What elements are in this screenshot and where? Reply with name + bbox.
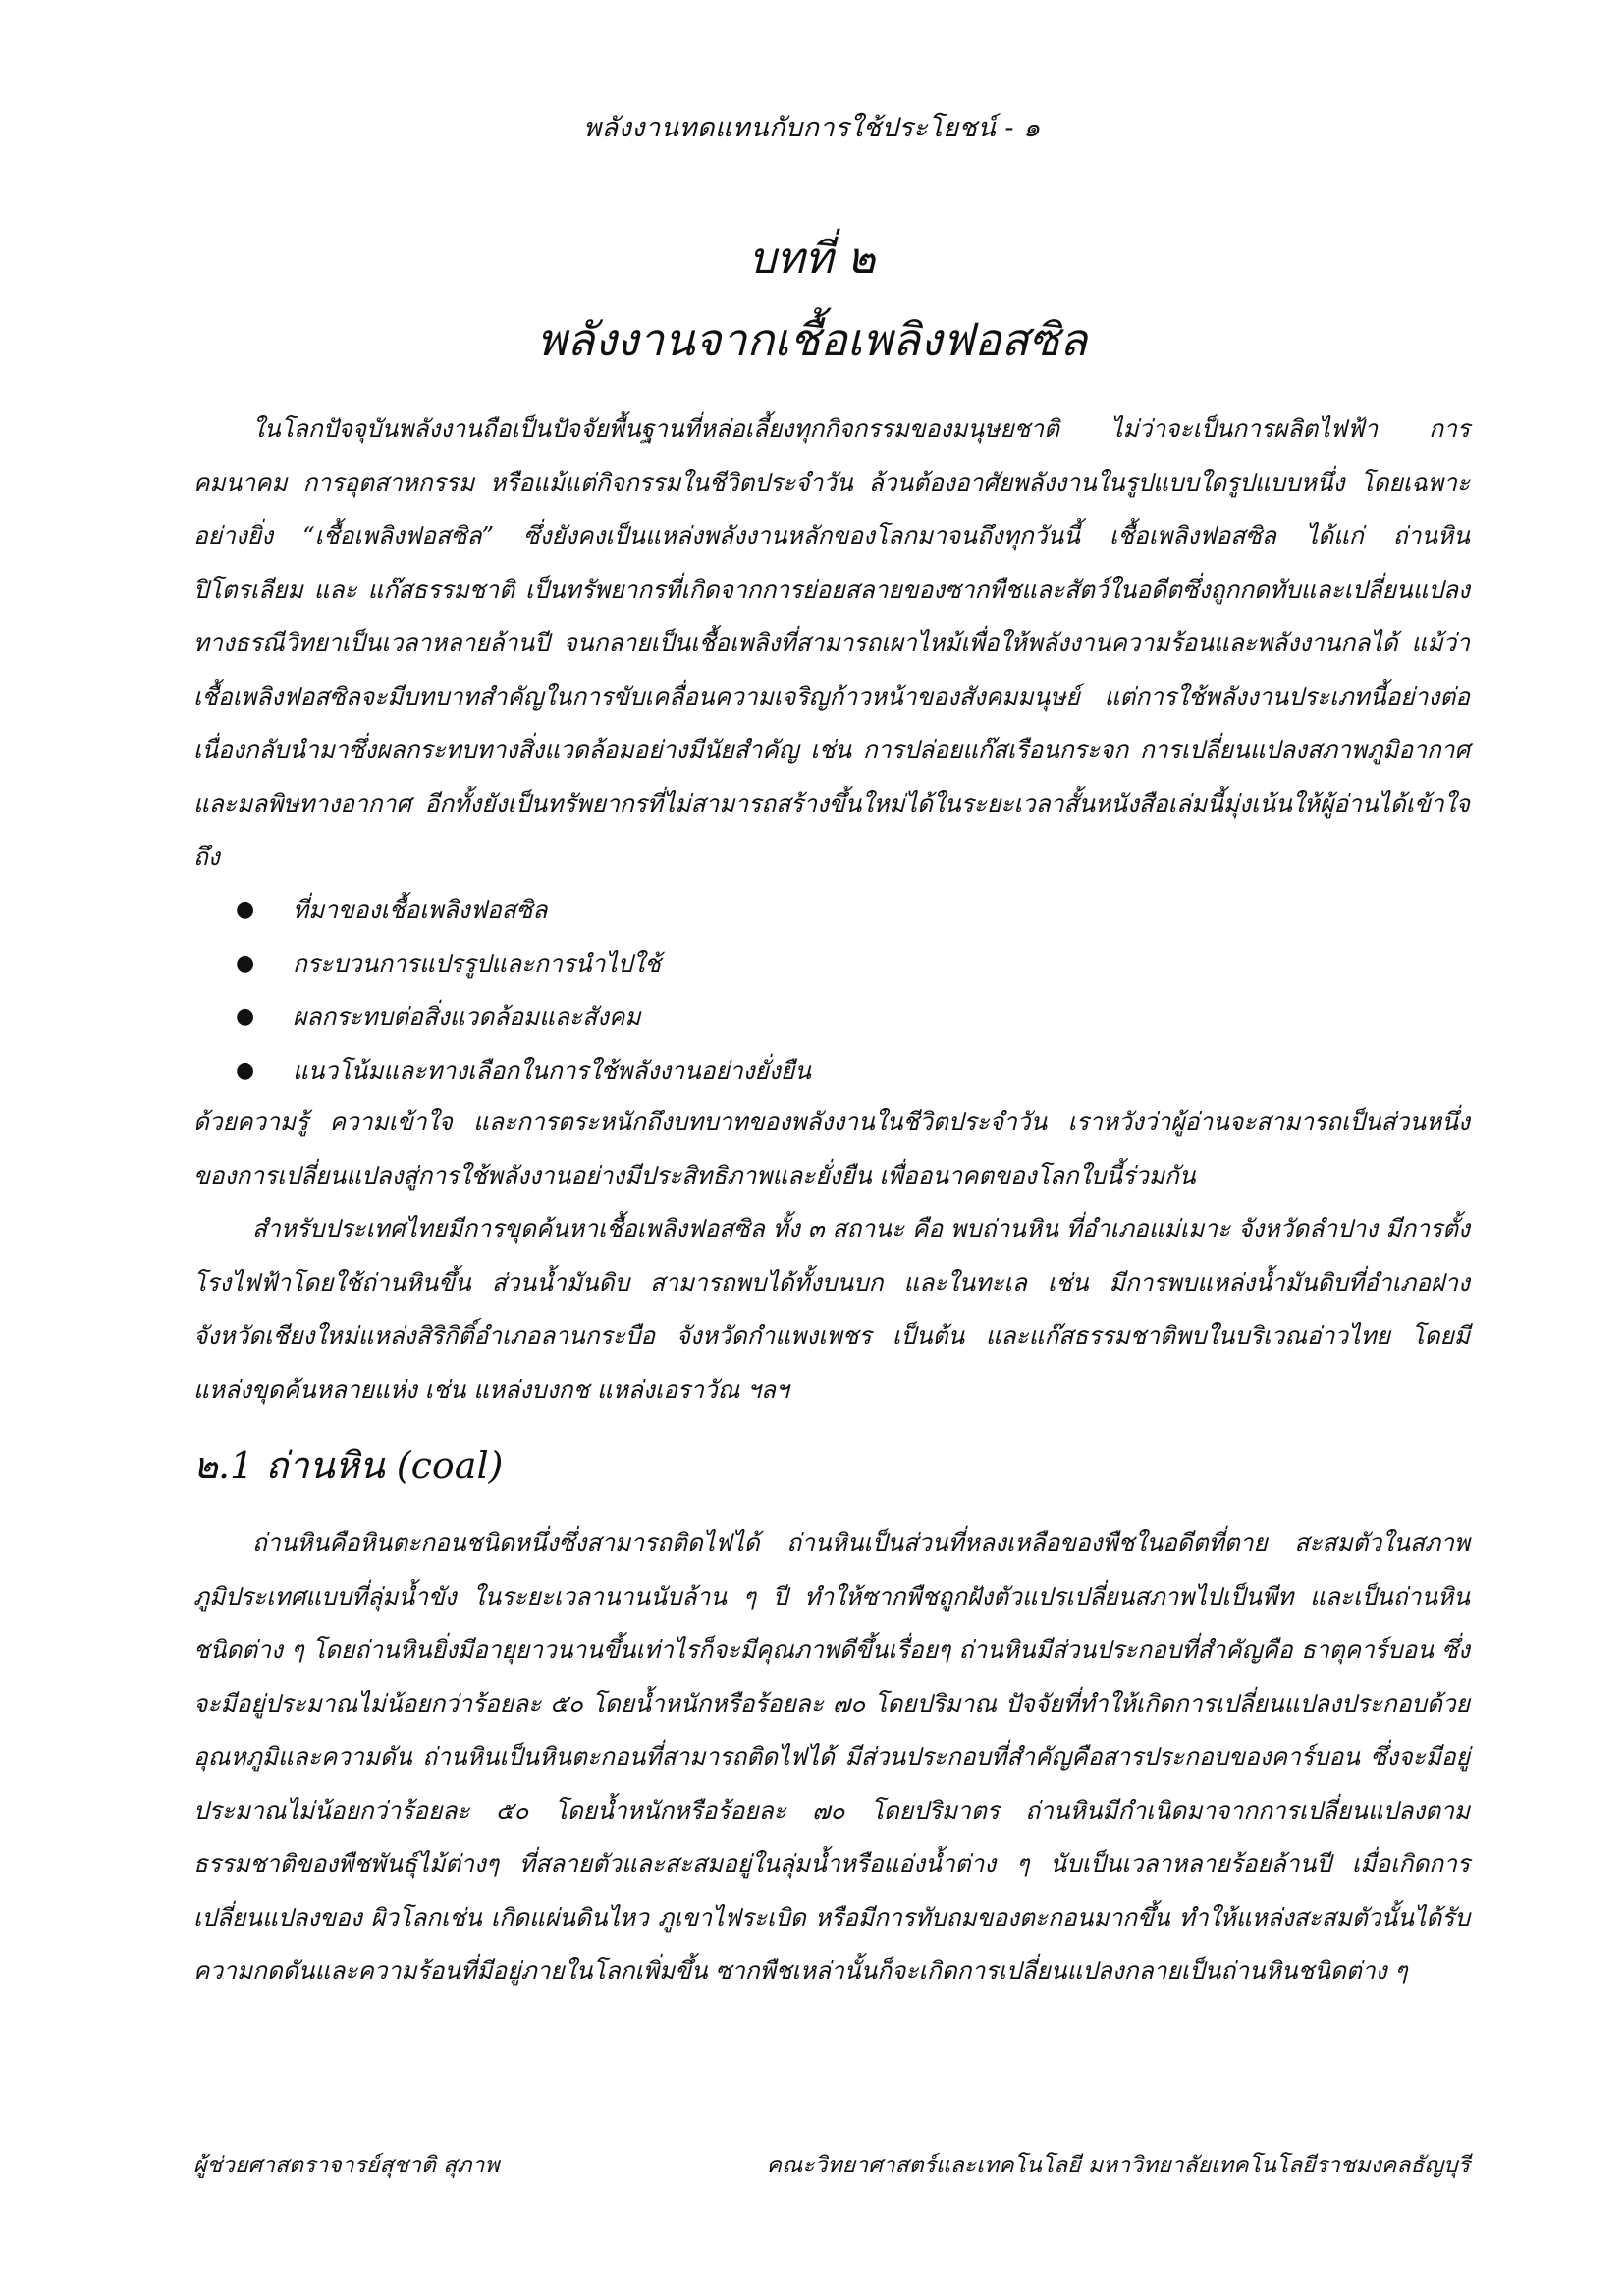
section-heading: ๒.1 ถ่านหิน (coal) <box>193 1444 504 1487</box>
list-item <box>236 990 1414 1044</box>
list-item <box>236 883 1414 937</box>
thailand-paragraph: สำหรับประเทศไทยมีการขุดค้นหาเชื้อเพลิงฟอสซิล ทั้ง ๓ สถานะ คือ พบถ่านหิน ที่อำเภอแม่เมาะ จังหวัดลำปาง มีการตั้งโรงไฟฟ้าโดยใช้ถ่านหินขึ้น ส่วนน้ำมันดิบ สามารถพบได้ทั้งบนบก และในทะเล เช่น มีการพบแหล่งน้ำมันดิบที่อำเภอฝาง จังหวัดเชียงใหม่แหล่งสิริกิติ์อำเภอลานกระบือ จังหวัดกำแพงเพชร เป็นต้น และแก๊สธรรมชาติพบในบริเวณอ่าวไทย โดยมีแหล่งขุดค้นหลายแห่ง เช่น แหล่งบงกช แหล่งเอราวัณ ฯลฯ <box>193 1214 1470 1404</box>
chapter-number: บทที่ ๒ <box>748 234 876 284</box>
list-item <box>236 1044 1414 1098</box>
bullet-icon: ● <box>236 1057 255 1083</box>
chapter-title: พลังงานจากเชื้อเพลิงฟอสซิล <box>536 313 1088 366</box>
bullet-icon: ● <box>236 897 255 922</box>
intro-paragraph: ในโลกปัจจุบันพลังงานถือเป็นปัจจัยพื้นฐานที่หล่อเลี้ยงทุกกิจกรรมของมนุษยชาติ ไม่ว่าจะเป็นการผลิตไฟฟ้า การคมนาคม การอุตสาหกรรม หรือแม้แต่กิจกรรมในชีวิตประจำวัน ล้วนต้องอาศัยพลังงานในรูปแบบใดรูปแบบหนึ่ง โดยเฉพาะอย่างยิ่ง “เชื้อเพลิงฟอสซิล” ซึ่งยังคงเป็นแหล่งพลังงานหลักของโลกมาจนถึงทุกวันนี้ เชื้อเพลิงฟอสซิล ได้แก่ ถ่านหิน ปิโตรเลียม และ แก๊สธรรมชาติ เป็นทรัพยากรที่เกิดจากการย่อยสลายของซากพืชและสัตว์ในอดีตซึ่งถูกกดทับและเปลี่ยนแปลงทางธรณีวิทยาเป็นเวลาหลายล้านปี จนกลายเป็นเชื้อเพลิงที่สามารถเผาไหม้เพื่อให้พลังงานความร้อนและพลังงานกลได้ แม้ว่าเชื้อเพลิงฟอสซิลจะมีบทบาทสำคัญในการขับเคลื่อนความเจริญก้าวหน้าของสังคมมนุษย์ แต่การใช้พลังงานประเภทนี้อย่างต่อเนื่องกลับนำมาซึ่งผลกระทบทางสิ่งแวดล้อมอย่างมีนัยสำคัญ เช่น การปล่อยแก๊สเรือนกระจก การเปลี่ยนแปลงสภาพภูมิอากาศ และมลพิษทางอากาศ อีกทั้งยังเป็นทรัพยากรที่ไม่สามารถสร้างขึ้นใหม่ได้ในระยะเวลาสั้นหนังสือเล่มนี้มุ่งเน้นให้ผู้อ่านได้เข้าใจถึง <box>193 414 1470 871</box>
topic-list <box>236 883 1414 1097</box>
bullet-icon: ● <box>236 1004 255 1029</box>
list-item-text: แนวโน้มและทางเลือกในการใช้พลังงานอย่างยั่งยืน <box>293 1055 811 1085</box>
footer-institution: คณะวิทยาศาสตร์และเทคโนโลยี มหาวิทยาลัยเทคโนโลยีราชมงคลธัญบุรี <box>766 2153 1470 2178</box>
footer-author: ผู้ช่วยศาสตราจารย์สุชาติ สุภาพ <box>193 2153 500 2178</box>
list-item-text: ที่มาของเชื้อเพลิงฟอสซิล <box>293 895 548 924</box>
list-item-text: ผลกระทบต่อสิ่งแวดล้อมและสังคม <box>293 1002 641 1031</box>
list-item <box>236 937 1414 991</box>
closing-paragraph: ด้วยความรู้ ความเข้าใจ และการตระหนักถึงบทบาทของพลังงานในชีวิตประจำวัน เราหวังว่าผู้อ่านจะสามารถเป็นส่วนหนึ่งของการเปลี่ยนแปลงสู่การใช้พลังงานอย่างมีประสิทธิภาพและยั่งยืน เพื่ออนาคตของโลกใบนี้ร่วมกัน <box>193 1107 1470 1190</box>
coal-paragraph: ถ่านหินคือหินตะกอนชนิดหนึ่งซึ่งสามารถติดไฟได้ ถ่านหินเป็นส่วนที่หลงเหลือของพืชในอดีตที่ตาย สะสมตัวในสภาพภูมิประเทศแบบที่ลุ่มน้ำขัง ในระยะเวลานานนับล้าน ๆ ปี ทำให้ซากพืชถูกฝังตัวแปรเปลี่ยนสภาพไปเป็นพีท และเป็นถ่านหินชนิดต่าง ๆ โดยถ่านหินยิ่งมีอายุยาวนานขึ้นเท่าไรก็จะมีคุณภาพดีขึ้นเรื่อยๆ ถ่านหินมีส่วนประกอบที่สำคัญคือ ธาตุคาร์บอน ซึ่งจะมีอยู่ประมาณไม่น้อยกว่าร้อยละ ๕๐ โดยน้ำหนักหรือร้อยละ ๗๐ โดยปริมาณ ปัจจัยที่ทำให้เกิดการเปลี่ยนแปลงประกอบด้วยอุณหภูมิและความดัน ถ่านหินเป็นหินตะกอนที่สามารถติดไฟได้ มีส่วนประกอบที่สำคัญคือสารประกอบของคาร์บอน ซึ่งจะมีอยู่ประมาณไม่น้อยกว่าร้อยละ ๕๐ โดยน้ำหนักหรือร้อยละ ๗๐ โดยปริมาตร ถ่านหินมีกำเนิดมาจากการเปลี่ยนแปลงตามธรรมชาติของพืชพันธุ์ไม้ต่างๆ ที่สลายตัวและสะสมอยู่ในลุ่มน้ำหรือแอ่งน้ำต่าง ๆ นับเป็นเวลาหลายร้อยล้านปี เมื่อเกิดการเปลี่ยนแปลงของ ผิวโลกเช่น เกิดแผ่นดินไหว ภูเขาไฟระเบิด หรือมีการทับถมของตะกอนมากขึ้น ทำให้แหล่งสะสมตัวนั้นได้รับความกดดันและความร้อนที่มีอยู่ภายในโลกเพิ่มขึ้น ซากพืชเหล่านั้นก็จะเกิดการเปลี่ยนแปลงกลายเป็นถ่านหินชนิดต่าง ๆ <box>193 1528 1470 1985</box>
bullet-icon: ● <box>236 950 255 976</box>
list-item-text: กระบวนการแปรรูปและการนำไปใช้ <box>293 948 661 978</box>
running-header: พลังงานทดแทนกับการใช้ประโยชน์ - ๑ <box>583 113 1041 143</box>
